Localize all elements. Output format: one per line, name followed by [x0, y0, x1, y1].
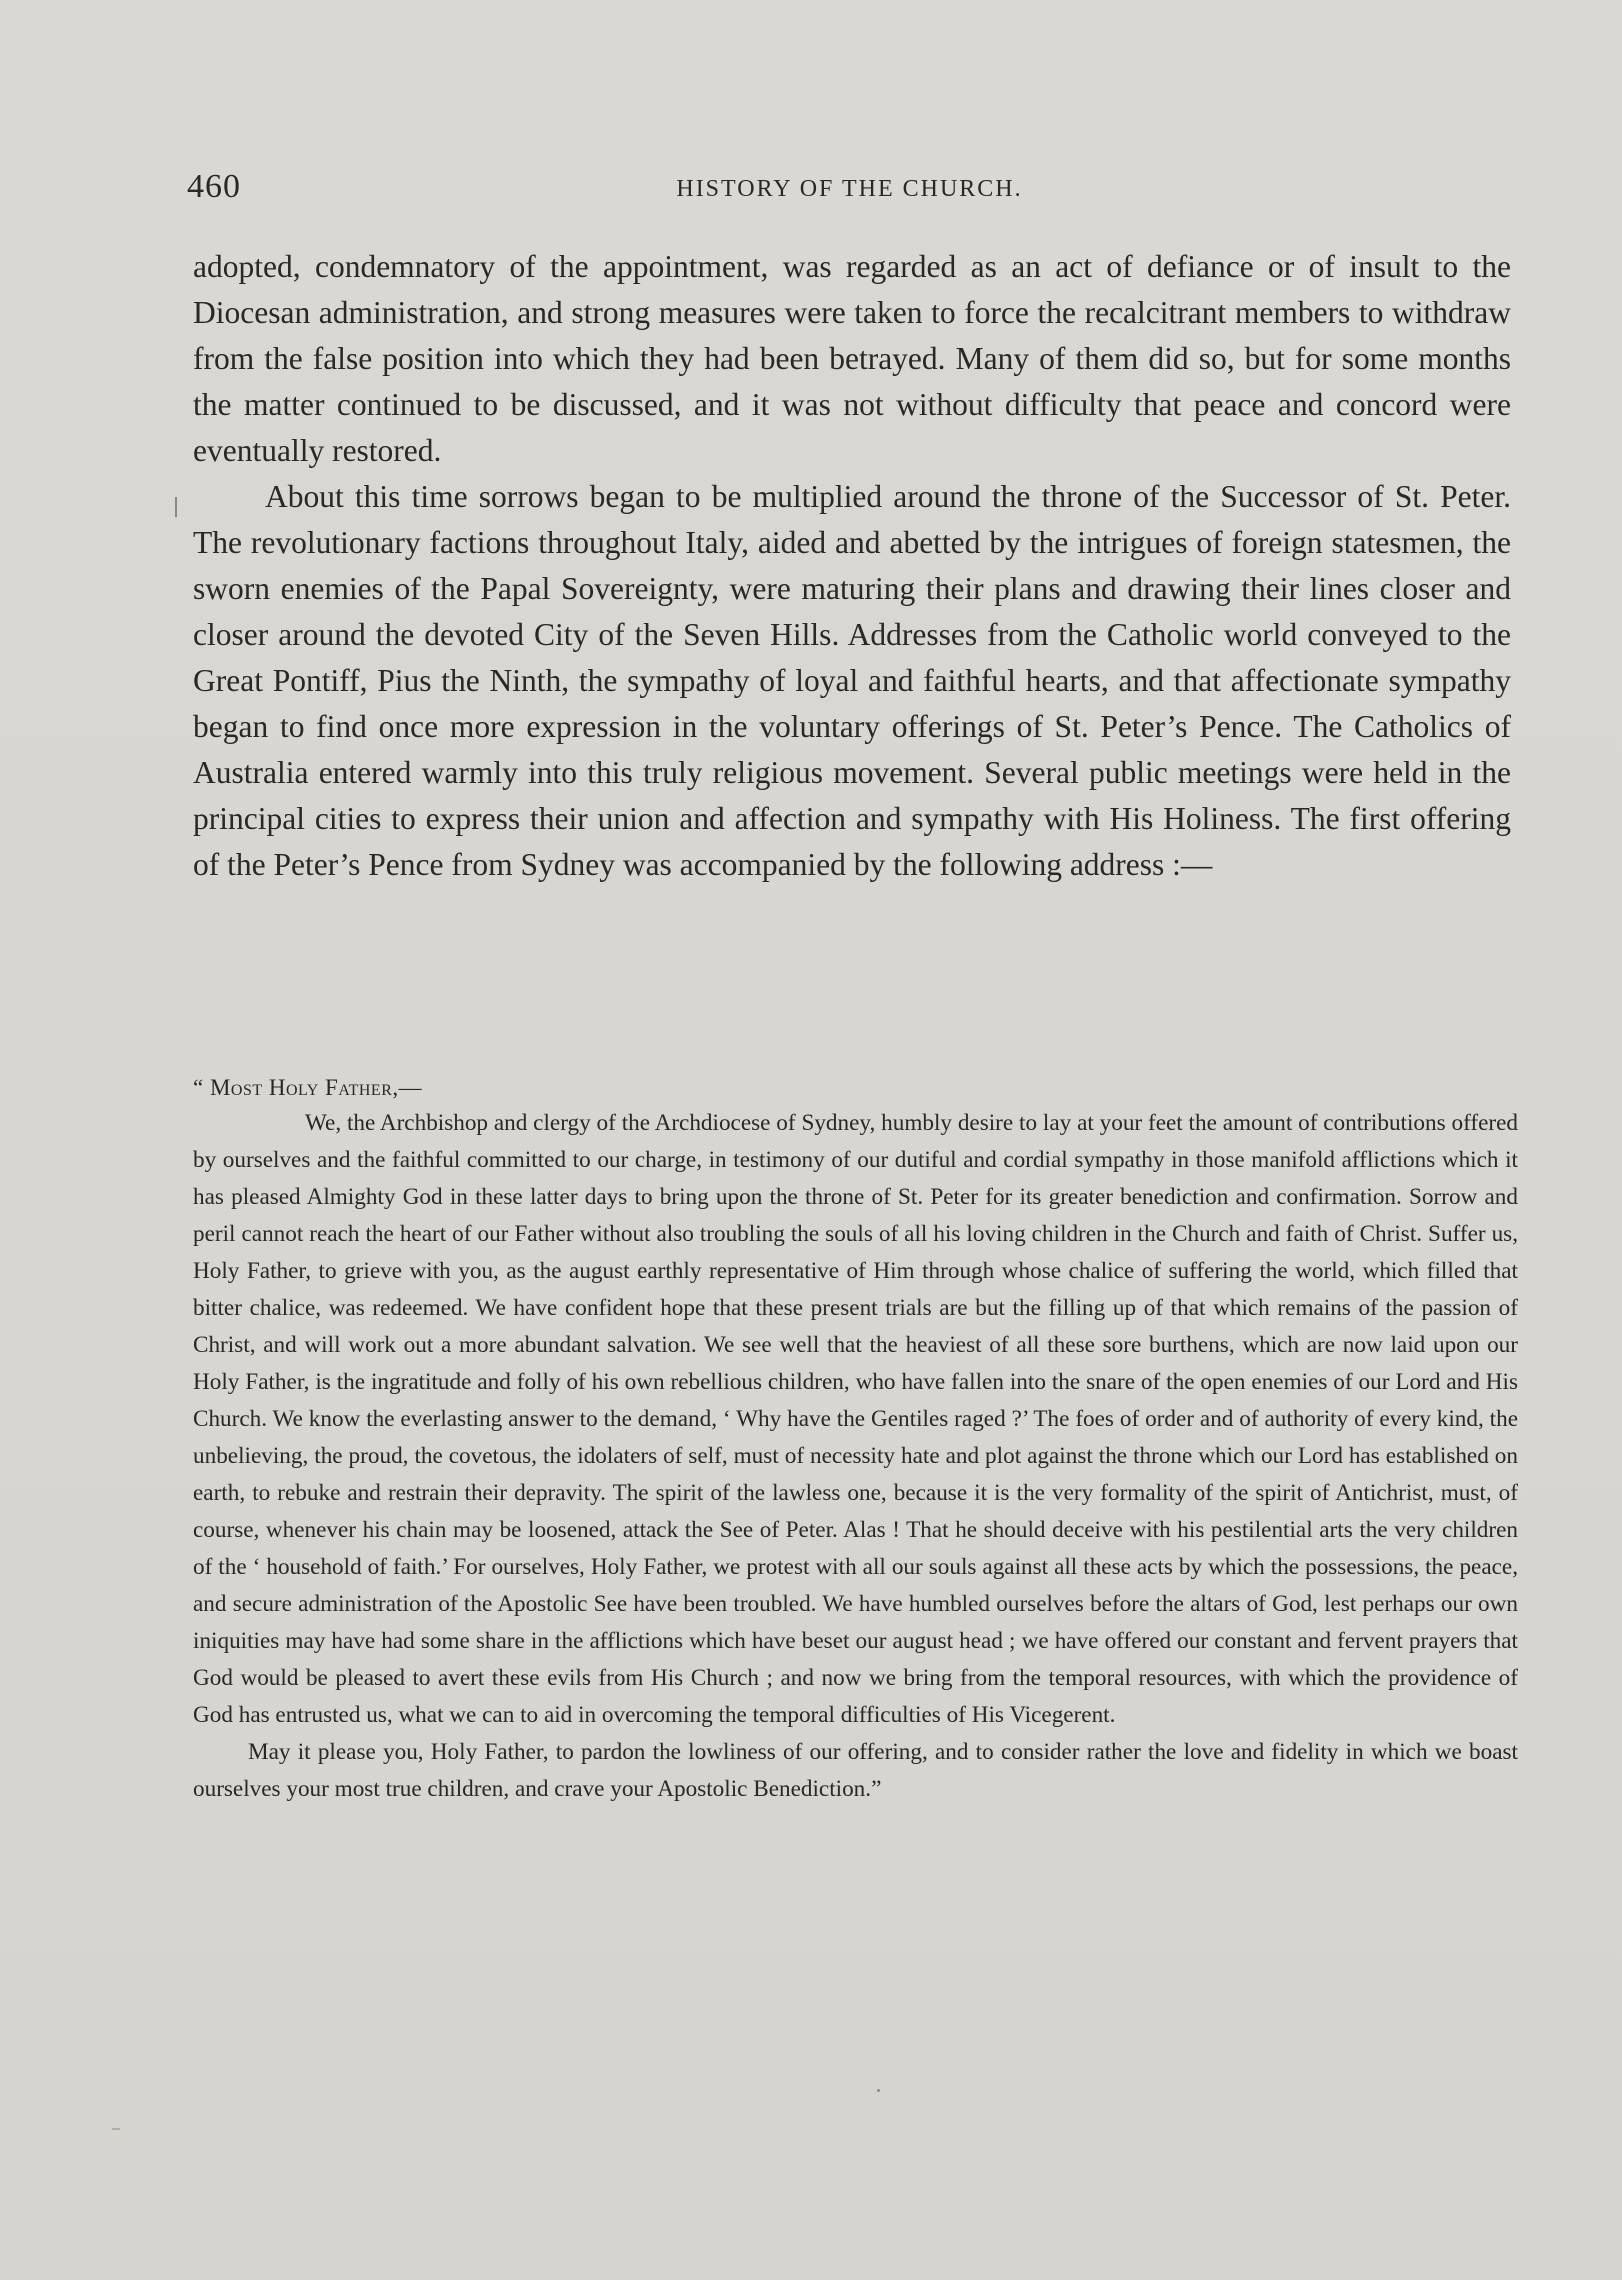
running-head: HISTORY OF THE CHURCH.	[676, 176, 1023, 202]
address-quote	[193, 1105, 1518, 1808]
address-salutation	[193, 1075, 422, 1101]
page-number: 460	[187, 168, 241, 205]
address-paragraph-2: May it please you, Holy Father, to pardon the lowliness of our offering, and to consider rather the love and fidelity in which we boast ourselves your most true children, and crave your Apostolic Benediction.”	[193, 1739, 1518, 1802]
speck-mark	[112, 2128, 120, 2130]
speck-mark	[877, 2089, 880, 2092]
body-paragraph-2: About this time sorrows began to be multiplied around the throne of the Successor of St. Peter. The revolutionary factions throughout Italy, aided and abetted by the intrigues of foreign statesmen, the sworn enemies of the Papal Sovereignty, were maturing their plans and drawing their lines closer and closer around the devoted City of the Seven Hills. Addresses from the Catholic world conveyed to the Great Pontiff, Pius the Ninth, the sympathy of loyal and faithful hearts, and that affectionate sympathy began to find once more expression in the voluntary offerings of St. Peter’s Pence. The Catholics of Australia entered warmly into this truly religious movement. Several public meetings were held in the principal cities to express their union and affection and sympathy with His Holiness. The first offering of the Peter’s Pence from Sydney was accompanied by the following address :—	[193, 479, 1511, 882]
main-text	[193, 244, 1511, 888]
address-paragraph-1: We, the Archbishop and clergy of the Archdiocese of Sydney, humbly desire to lay at your feet the amount of contributions offered by ourselves and the faithful committed to our charge, in testimony of our dutiful and cordial sympathy in those manifold afflictions which it has pleased Almighty God in these latter days to bring upon the throne of St. Peter for its greater benediction and confirmation. Sorrow and peril cannot reach the heart of our Father without also troubling the souls of all his loving children in the Church and faith of Christ. Suffer us, Holy Father, to grieve with you, as the august earthly representative of Him through whose chalice of suffering the world, which filled that bitter chalice, was redeemed. We have confident hope that these present trials are but the filling up of that which remains of the passion of Christ, and will work out a more abundant salvation. We see well that the heaviest of all these sore burthens, which are now laid upon our Holy Father, is the ingratitude and folly of his own rebellious children, who have fallen into the snare of the open enemies of our Lord and His Church. We know the everlasting answer to the demand, ‘ Why have the Gentiles raged ?’ The foes of order and of authority of every kind, the unbelieving, the proud, the covetous, the idolaters of self, must of necessity hate and plot against the throne which our Lord has established on earth, to rebuke and restrain their depravity. The spirit of the lawless one, because it is the very formality of the spirit of Antichrist, must, of course, whenever his chain may be loosened, attack the See of Peter. Alas ! That he should deceive with his pestilential arts the very children of the ‘ household of faith.’ For ourselves, Holy Father, we protest with all our souls against all these acts by which the possessions, the peace, and secure administration of the Apostolic See have been troubled. We have humbled ourselves before the altars of God, lest perhaps our own iniquities may have had some share in the afflictions which have beset our august head ; we have offered our constant and fervent prayers that God would be pleased to avert these evils from His Church ; and now we bring from the temporal resources, with which the providence of God has entrusted us, what we can to aid in overcoming the temporal difficulties of His Vicegerent.	[193, 1110, 1518, 1728]
body-paragraph-1: adopted, condemnatory of the appointment, was regarded as an act of defiance or of insult to the Diocesan administration, and strong measures were taken to force the recalcitrant members to withdraw from the false position into which they had been betrayed. Many of them did so, but for some months the matter continued to be discussed, and it was not without difficulty that peace and concord were eventually restored.	[193, 249, 1511, 468]
margin-mark	[175, 497, 177, 517]
page-header	[187, 168, 1512, 218]
salutation-text: “ Most Holy Father,—	[193, 1075, 423, 1100]
